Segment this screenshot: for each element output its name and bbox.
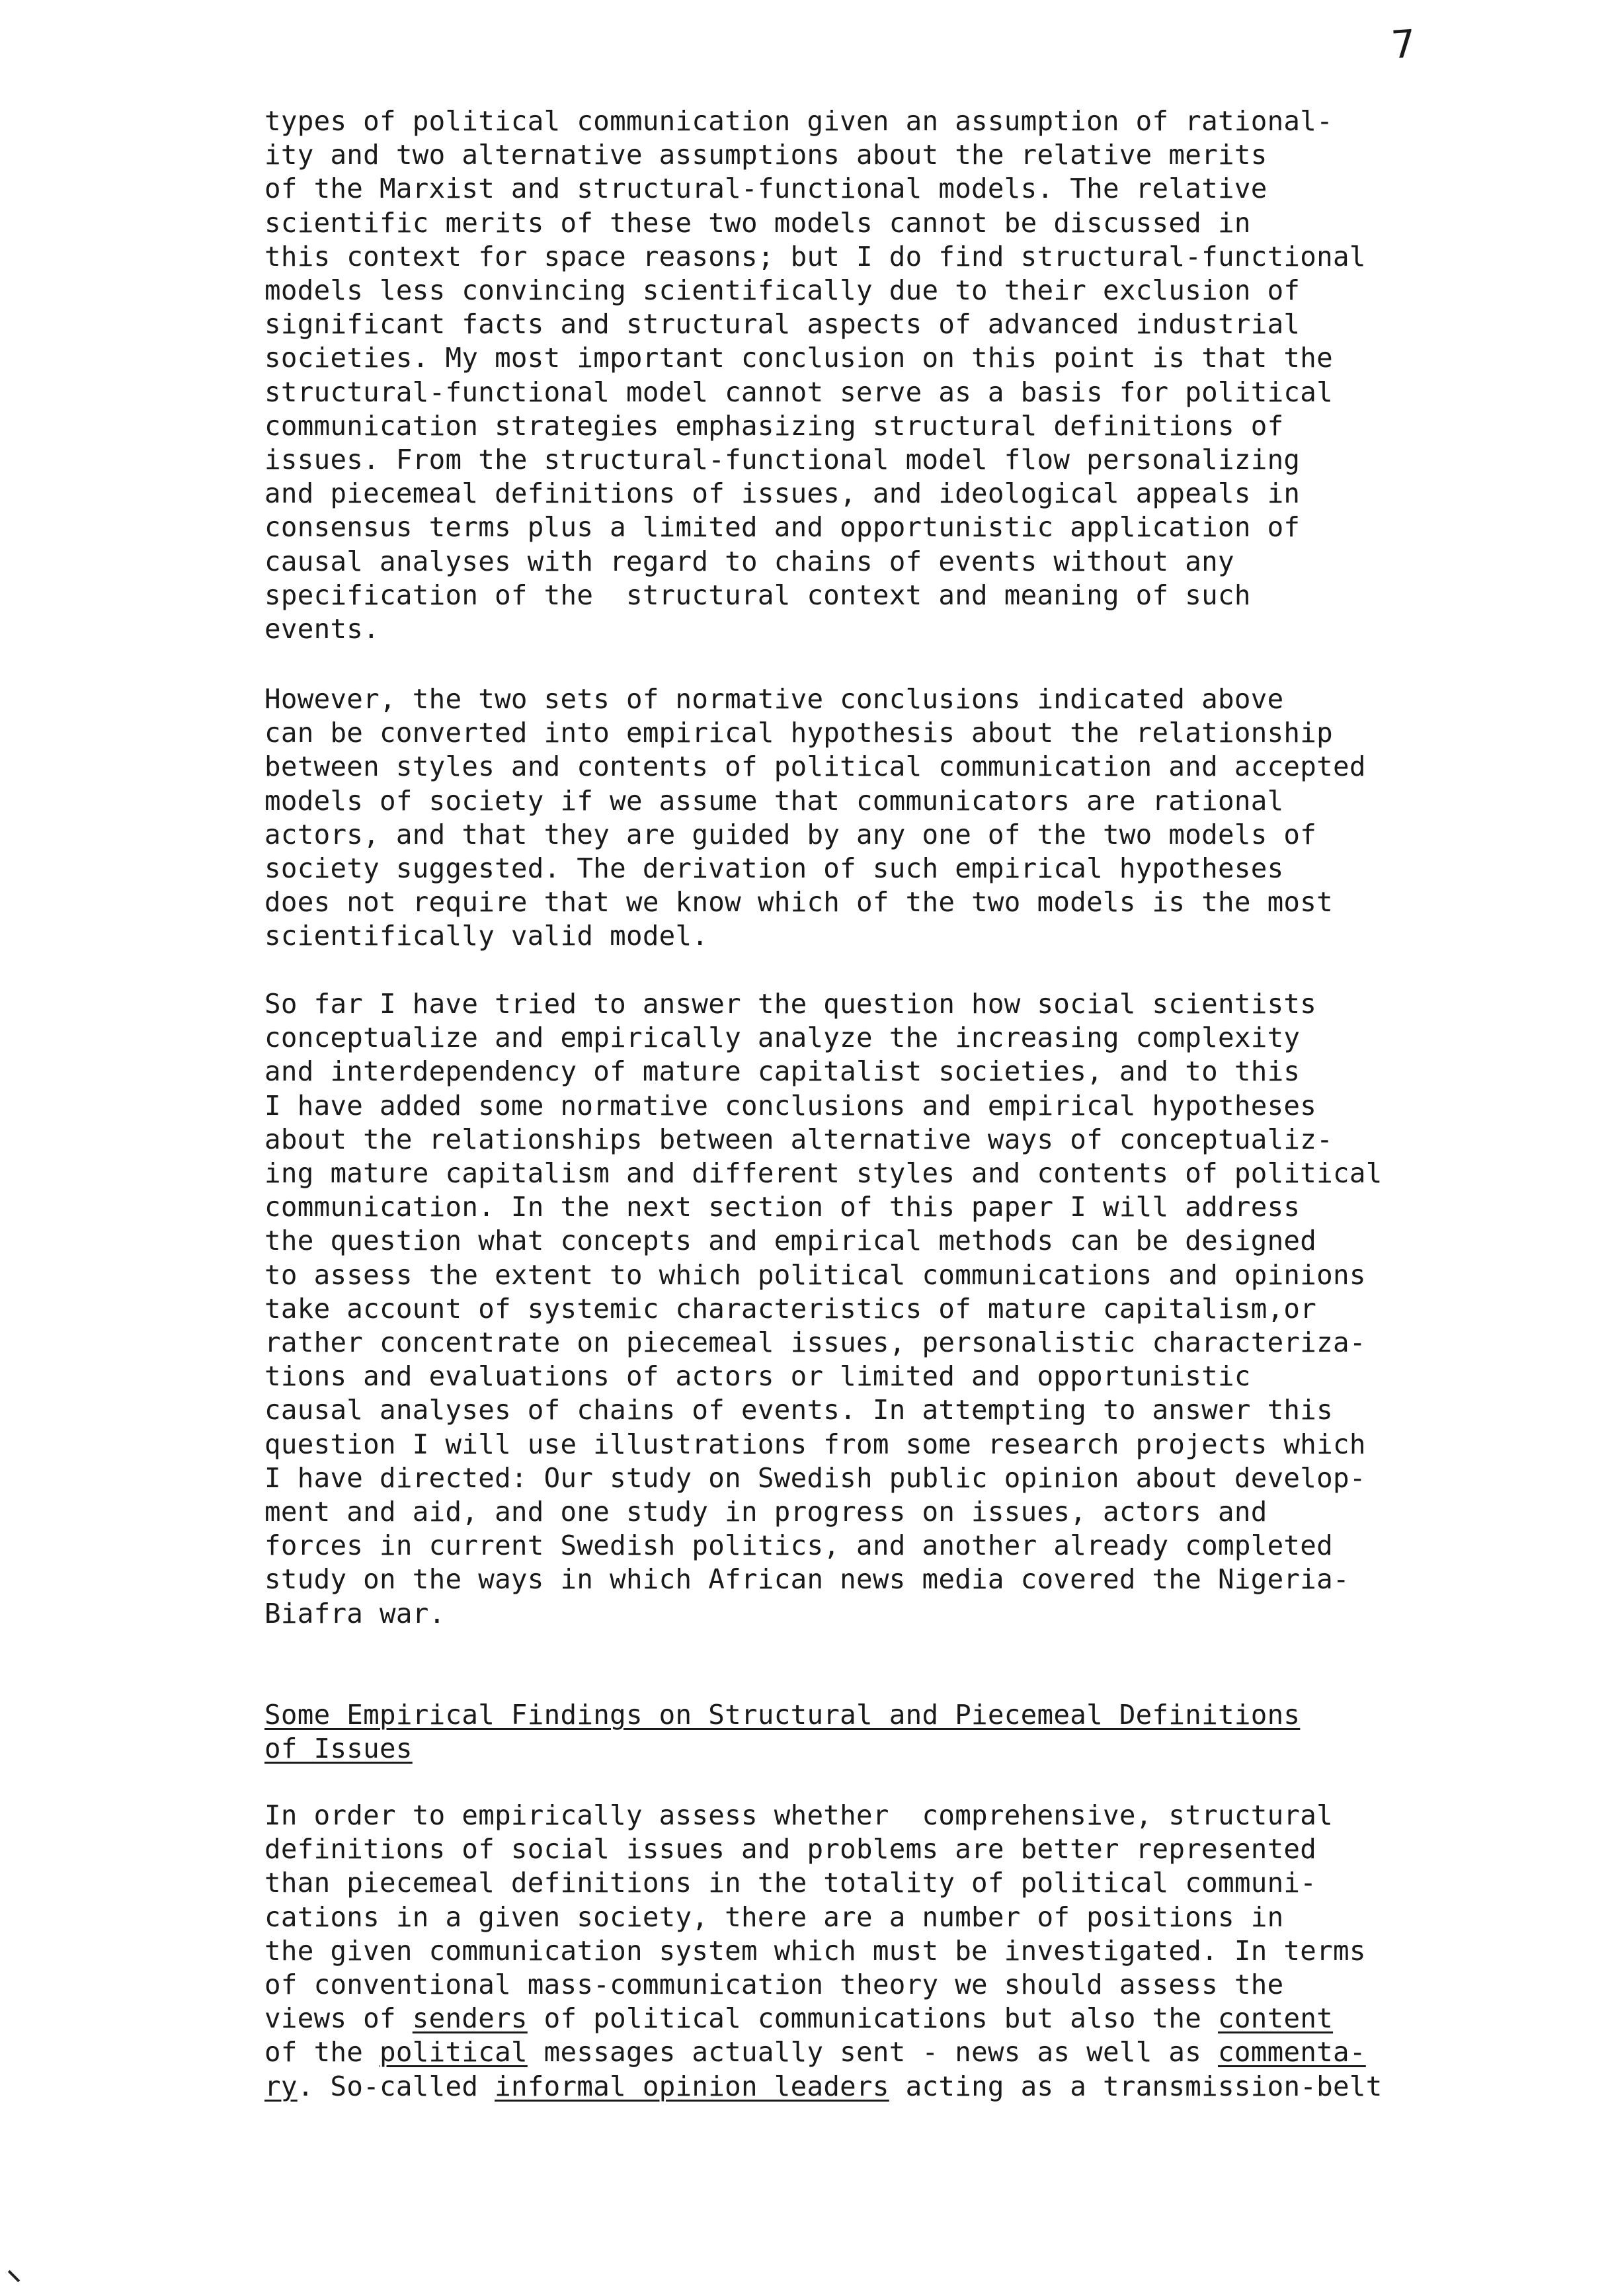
paragraph-2: However, the two sets of normative conclusions indicated above can be converted into empirical hypothesis about the relationship between styles and contents of political communication and accepted models of society if we assume that communicators are rational actors, and that they are guided by any one of the two models of society suggested. The derivation of such empirical hypotheses does not require that we know which of the two models is the most scientifically valid model.: [264, 683, 1366, 952]
underlined-content: content: [1218, 2002, 1334, 2035]
p4-text-1: In order to empirically assess whether comprehensive, structural definitions of social issues and problems are better represented than piecemeal definitions in the totality of political communi- cations in a given society, there are a number of positions in the given communication system which must be investigated. In terms of conventional mass-communication theory we should assess the views of: [264, 1799, 1366, 2035]
underlined-political: political: [380, 2036, 528, 2069]
paragraph-3: So far I have tried to answer the question how social scientists conceptualize and empirically analyze the increasing complexity and interdependency of mature capitalist societies, and to this I have added some normative conclusions and empirical hypotheses about the relationships between alternative ways of conceptualiz- ing mature capitalism and different styles and contents of political communication. In the next section of this paper I will address the question what concepts and empirical methods can be designed to assess the extent to which political communications and opinions take account of systemic characteristics of mature capitalism,or rather concentrate on piecemeal issues, personalistic characteriza- tions and evaluations of actors or limited and opportunistic causal analyses of chains of events. In attempting to answer this question I will use illustrations from some research projects which I have directed: Our study on Swedish public opinion about develop- ment and aid, and one study in progress on issues, actors and forces in current Swedish politics, and another already completed study on the ways in which African news media covered the Nigeria- Biafra war.: [264, 988, 1383, 1629]
paragraph-1: types of political communication given an assumption of rational- ity and two alternative assumptions about the relative merits of the Marxist and structural-functional models. The relative scientific merits of these two models cannot be discussed in this context for space reasons; but I do find structural-functional models less convincing scientifically due to their exclusion of significant facts and structural aspects of advanced industrial societies. My most important conclusion on this point is that the structural-functional model cannot serve as a basis for political communication strategies emphasizing structural definitions of issues. From the structural-functional model flow personalizing and piecemeal definitions of issues, and ideological appeals in consensus terms plus a limited and opportunistic application of causal analyses with regard to chains of events without any specification of the structural context and meaning of such events.: [264, 105, 1366, 645]
p4-text-5: . So-called: [297, 2070, 495, 2102]
underlined-opinion-leaders: informal opinion leaders: [495, 2070, 889, 2102]
paragraph-4: [264, 1799, 1541, 2104]
underlined-commentary: commenta- ry: [264, 2036, 1366, 2102]
p4-text-4: messages actually sent - news as well as: [527, 2036, 1219, 2069]
scan-mark: [8, 2270, 20, 2282]
p4-text-6: acting as a transmission-belt: [889, 2070, 1383, 2102]
section-heading: Some Empirical Findings on Structural and Piecemeal Definitions of Issues: [264, 1699, 1301, 1765]
p4-text-3: of the: [264, 2036, 364, 2069]
p4-text-2: of political communications but also the: [527, 2002, 1219, 2035]
underlined-senders: senders: [412, 2002, 528, 2035]
page-number: 7: [1389, 20, 1418, 68]
